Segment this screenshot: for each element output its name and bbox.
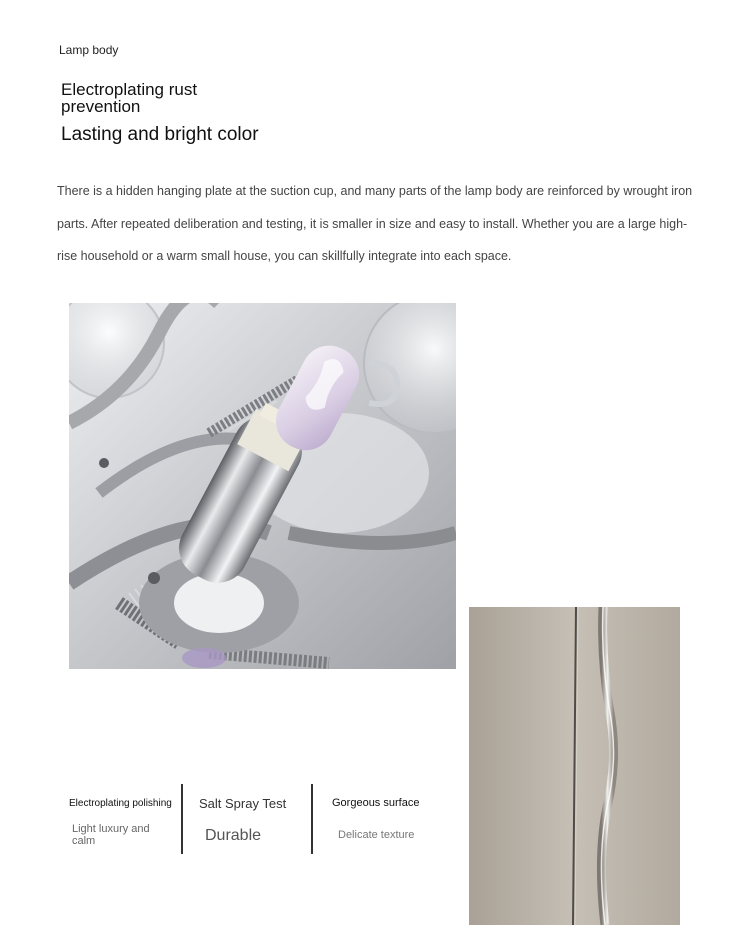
- feature-3-title: Gorgeous surface: [332, 797, 420, 809]
- lamp-body-photo: [69, 303, 456, 669]
- feature-divider: [311, 784, 313, 854]
- page-title: Electroplating rust prevention: [61, 80, 198, 116]
- cable-illustration: [469, 607, 680, 925]
- feature-divider: [181, 784, 183, 854]
- page-subtitle: Lasting and bright color: [61, 124, 259, 145]
- feature-2-title: Salt Spray Test: [199, 796, 287, 811]
- feature-1-subtitle: Light luxury and calm: [72, 823, 150, 847]
- feature-3-subtitle: Delicate texture: [338, 829, 415, 841]
- cable-detail-photo: [469, 607, 680, 925]
- feature-2-subtitle: Durable: [205, 827, 262, 844]
- feature-1-title: Electroplating polishing: [69, 798, 172, 809]
- lamp-body-illustration: [69, 303, 456, 669]
- section-label: Lamp body: [59, 43, 119, 57]
- description-text: There is a hidden hanging plate at the suction cup, and many parts of the lamp body are reinforced by wrought iron parts. After repeated deliberation and testing, it is smaller in size and easy to install. Whether you are a large high-rise household or a warm small house, you can skillfully integrate into each space.: [57, 184, 693, 263]
